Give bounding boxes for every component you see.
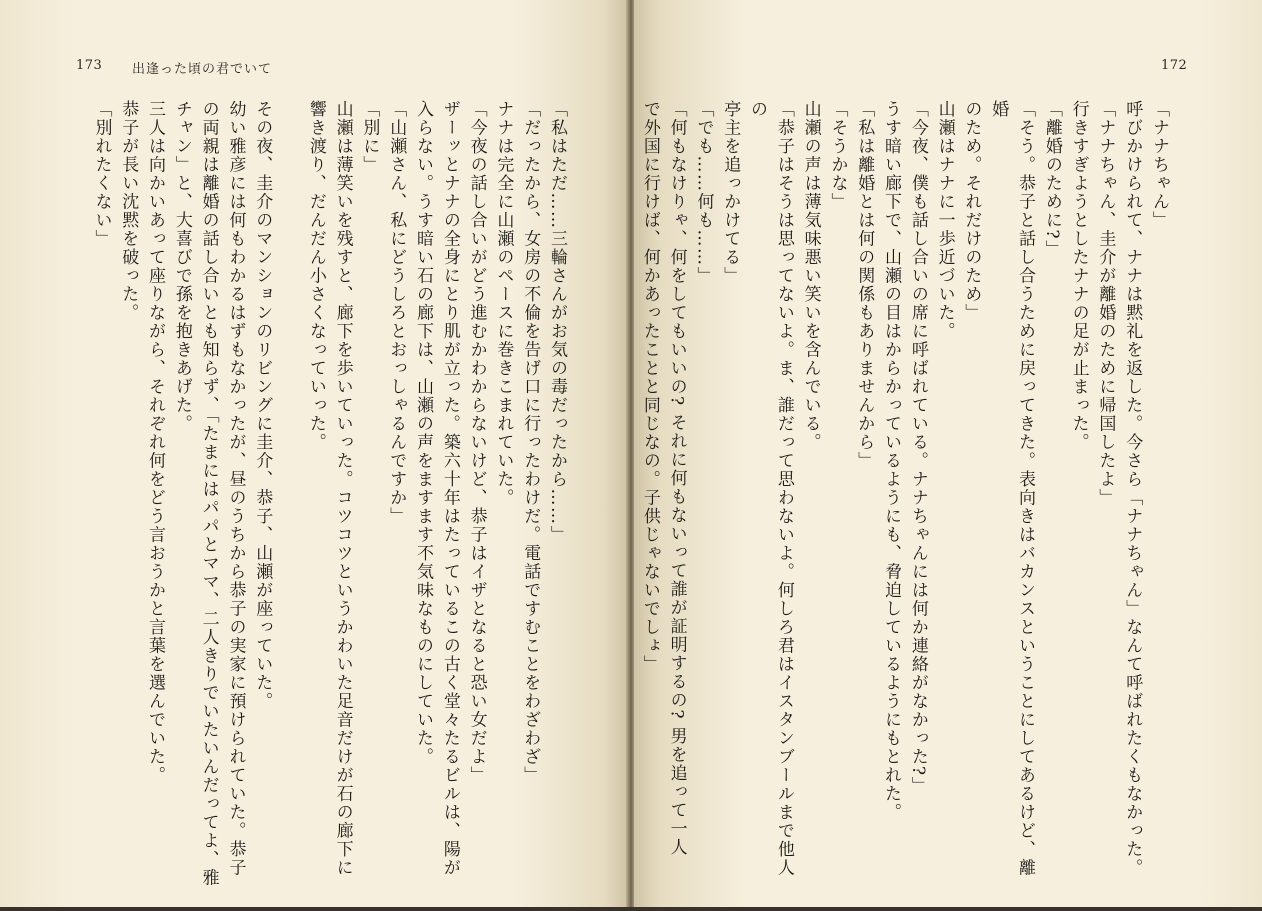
text-line: 「そう。恭子と話し合うために戻ってきた。表向きはバカンスということにしてあるけど、離婚 — [988, 100, 1036, 877]
text-line: 「私は離婚とは何の関係もありませんから」 — [854, 100, 875, 470]
text-line: その夜、圭介のマンションのリビングに圭介、恭子、山瀬が座っていた。 — [252, 100, 273, 711]
text-line: 「そうかな」 — [827, 100, 848, 211]
text-line: で外国に行けば、何かあったことと同じなの。子供じゃないでしょ」 — [639, 100, 660, 674]
text-line: うす暗い廊下で、山瀬の目はからかっているようにも、脅迫しているようにもとれた。 — [881, 100, 902, 822]
text-line: 入らない。うす暗い石の廊下は、山瀬の声をますます不気味なものにしていた。 — [413, 100, 434, 766]
text-line: ナナは完全に山瀬のペースに巻きこまれていた。 — [493, 100, 514, 507]
text-line: 「でも……何も……」 — [693, 100, 714, 285]
text-line: 山瀬は薄笑いを残すと、廊下を歩いていった。コツコツというかわいた足音だけが石の廊下に — [332, 100, 353, 877]
text-line: 「私はただ……三輪さんがお気の毒だったから……」 — [547, 100, 567, 544]
text-line: 「山瀬さん、私にどうしろとおっしゃるんですか」 — [386, 100, 407, 526]
text-line: 「別れたくない」 — [91, 100, 112, 248]
page-number-right: 172 — [1161, 58, 1188, 73]
right-page — [634, 0, 1262, 911]
text-line: 恭子が長い沈黙を破った。 — [118, 100, 139, 322]
text-line: 行きすぎようとしたナナの足が止まった。 — [1068, 100, 1089, 452]
text-line: 亭主を追っかけてる」 — [720, 100, 741, 285]
text-line: の両親は離婚の話し合いとも知らず、「たまにはパパとママ、二人きりでいたいんだってよ、雅 — [198, 100, 219, 887]
text-line: 「今夜の話し合いがどう進むかわからないけど、恭子はイザとなると恐い女だよ」 — [466, 100, 487, 785]
text-line: ザーッとナナの全身にとり肌が立った。築六十年はたっているこの古く堂々たるビルは、陽が — [439, 100, 460, 877]
text-line: 「今夜、僕も話し合いの席に呼ばれている。ナナちゃんには何か連絡がなかった?」 — [907, 100, 928, 796]
text-line: 「恭子はそうは思ってないよ。ま、誰だって思わないよ。何しろ君はイスタンブールまで他人の — [747, 100, 794, 877]
right-page-body — [639, 100, 1172, 890]
text-line: 山瀬の声は薄気味悪い笑いを含んでいる。 — [800, 100, 821, 452]
text-line: 三人は向かいあって座りながら、それぞれ何をどう言おうかと言葉を選んでいた。 — [145, 100, 166, 785]
left-page-body — [80, 100, 570, 890]
text-line: 「ナナちゃん、圭介が離婚のために帰国したよ」 — [1095, 100, 1116, 507]
page-edge-bottom — [0, 907, 1262, 911]
text-line: 幼い雅彦には何もわかるはずもなかったが、昼のうちから恭子の実家に預けられていた。恭子 — [225, 100, 246, 877]
text-line: 響き渡り、だんだん小さくなっていった。 — [305, 100, 326, 452]
text-line: 「離婚のために?」 — [1041, 100, 1062, 259]
left-page — [0, 0, 628, 911]
text-line: チャン」と、大喜びで孫を抱きあげた。 — [171, 100, 192, 433]
text-line: 「別に」 — [359, 100, 380, 174]
running-title: 出逢った頃の君でいて — [132, 62, 273, 77]
text-line: 山瀬はナナに一歩近づいた。 — [934, 100, 955, 341]
text-line — [275, 100, 302, 890]
text-line: のため。それだけのため」 — [961, 100, 982, 322]
text-line: 「だったから、女房の不倫を告げ口に行ったわけだ。電話ですむことをわざわざ」 — [520, 100, 541, 785]
page-number-left: 173 — [76, 58, 103, 73]
text-line: 「ナナちゃん」 — [1149, 100, 1169, 230]
text-line: 呼びかけられて、ナナは黙礼を返した。今さら「ナナちゃん」なんて呼ばれたくもなかった。 — [1122, 100, 1143, 877]
text-line: 「何もなけりゃ、何をしてもいいの? それに何もないって誰が証明するの? 男を追って一人 — [666, 100, 687, 857]
